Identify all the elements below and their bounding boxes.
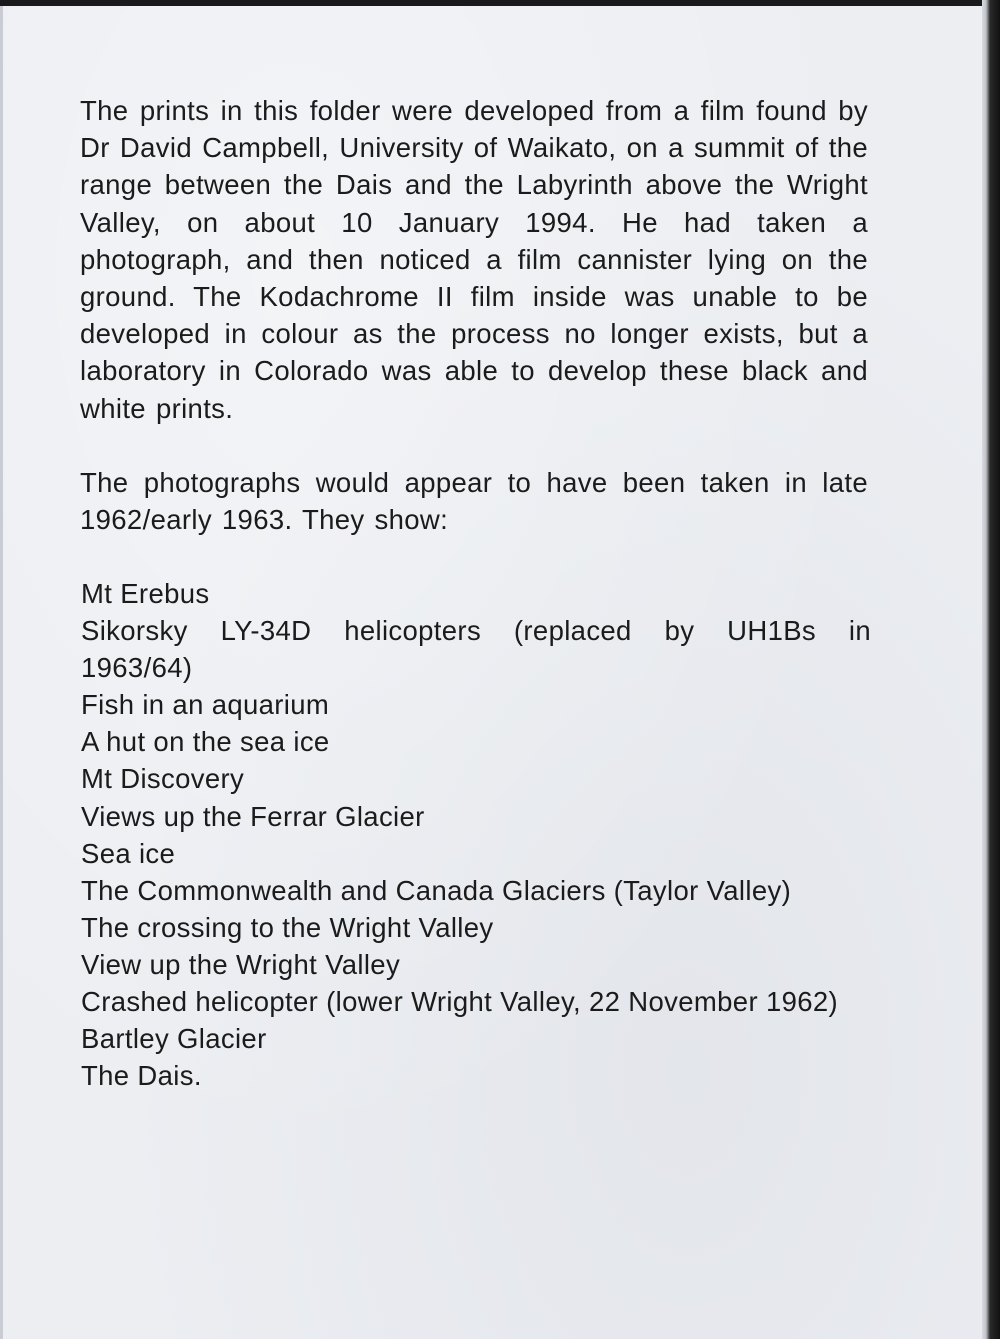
list-item: View up the Wright Valley [81, 948, 401, 980]
page-left-edge [0, 6, 3, 1339]
list-item: The Commonwealth and Canada Glaciers (Taylor Valley) [81, 874, 792, 906]
scan-border [982, 0, 1000, 1339]
list-item: Sea ice [81, 837, 176, 869]
list-item: Mt Erebus [81, 578, 210, 609]
list-item: A hut on the sea ice [81, 726, 330, 758]
list-item: The crossing to the Wright Valley [81, 911, 494, 943]
list-item: Crashed helicopter (lower Wright Valley, 22 November 1962) [81, 986, 839, 1018]
list-item: Sikorsky LY-34D helicopters (replaced by UH1Bs in 1963/64) [81, 615, 871, 684]
list-item: Mt Discovery [81, 763, 245, 795]
list-item: The Dais. [81, 1060, 202, 1092]
list-item: Views up the Ferrar Glacier [81, 800, 425, 832]
photographs-paragraph: The photographs would appear to have been taken in late 1962/early 1963. They show: [80, 467, 868, 536]
photo-subject-list [81, 575, 871, 1094]
intro-paragraph: The prints in this folder were developed from a film found by Dr David Campbell, University of Waikato, on a summit of the range between the Dais and the Labyrinth above the Wright Valley, on about 10 January 1994. He had taken a photograph, and then noticed a film cannister lying on the ground. The Kodachrome II film inside was unable to be developed in colour as the process no longer exists, but a laboratory in Colorado was able to develop these black and white prints. [80, 95, 868, 424]
list-item: Bartley Glacier [81, 1023, 267, 1055]
list-item: Fish in an aquarium [81, 689, 330, 721]
